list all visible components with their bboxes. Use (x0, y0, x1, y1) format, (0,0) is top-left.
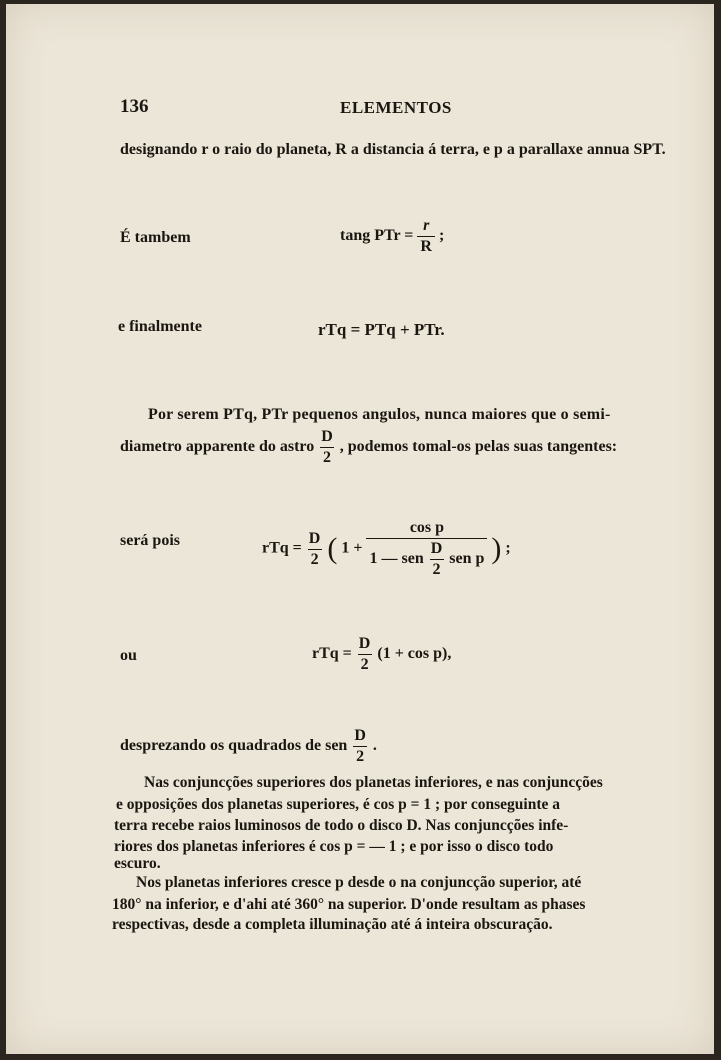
eq3-den-suffix: sen p (449, 550, 485, 568)
eq4-lhs: rTq = (312, 645, 356, 663)
eq5-tail: . (372, 737, 377, 755)
eq1-formula (340, 218, 444, 255)
eq3-outer-den: 2 (308, 549, 322, 568)
eq4-formula (312, 636, 451, 673)
eq3-lhs: rTq = (262, 539, 306, 557)
para3-line: Nos planetas inferiores cresce p desde o na conjuncção superior, até (136, 874, 582, 891)
eq3-paren-open: ( (327, 532, 338, 565)
book-page (6, 4, 714, 1054)
eq4-label: ou (120, 647, 137, 664)
eq1-lhs: tang PTr = (340, 227, 418, 245)
running-title: ELEMENTOS (340, 98, 452, 117)
para1-line2-c: , podemos tomal-os pelas suas tangentes: (339, 438, 618, 456)
eq4-num: D (358, 635, 371, 652)
para1-line1: Por serem PTq, PTr pequenos angulos, nunca maiores que o semi- (148, 406, 611, 423)
para2-line: riores dos planetas inferiores é cos p = — 1 ; e por isso o disco todo (114, 838, 554, 855)
eq3-den-frac-den: 2 (430, 559, 444, 578)
eq3-label: será pois (120, 532, 180, 549)
eq1-den: R (417, 236, 435, 255)
intro-text: designando r o raio do planeta, R a distancia á terra, e p a parallaxe annua SPT. (120, 141, 666, 158)
eq3-den-prefix: 1 — sen (369, 550, 424, 568)
para2-line: terra recebe raios luminosos de todo o disco D. Nas conjuncções infe- (114, 817, 569, 834)
eq3-tail: ; (505, 539, 511, 557)
para1-num: D (321, 428, 333, 445)
eq3-inner-den (366, 538, 487, 578)
eq1-label: É tambem (120, 229, 191, 246)
eq4-den: 2 (358, 654, 372, 673)
eq5-num: D (354, 727, 366, 744)
page-number: 136 (120, 96, 149, 117)
eq3-den-fraction (428, 541, 446, 578)
para1-fraction (318, 429, 336, 466)
eq4-rhs: (1 + cos p), (377, 645, 452, 663)
para1-line2 (120, 429, 617, 466)
eq3-paren-close: ) (491, 532, 502, 565)
eq5-line (120, 728, 377, 765)
para1-den: 2 (320, 447, 334, 466)
eq3-outer-num: D (308, 529, 321, 547)
eq1-num: r (423, 217, 430, 234)
eq3-outer-fraction (306, 531, 324, 568)
eq5-fraction (351, 728, 369, 765)
para3-line: respectivas, desde a completa illuminação até á inteira obscuração. (112, 916, 553, 933)
eq5-den: 2 (353, 746, 367, 765)
eq3-inner-fraction (366, 520, 487, 578)
para2-line: escuro. (114, 855, 161, 872)
eq1-tail: ; (438, 227, 445, 245)
eq3-den-frac-num: D (430, 540, 443, 557)
para2-line: e opposições dos planetas superiores, é cos p = 1 ; por conseguinte a (116, 796, 560, 813)
eq3-formula (262, 520, 511, 578)
eq2-label: e finalmente (118, 318, 202, 335)
eq3-inner-num: cos p (409, 519, 445, 536)
eq1-fraction (417, 218, 435, 255)
para1-line2-a: diametro apparente do astro (120, 438, 315, 456)
eq4-fraction (356, 636, 374, 673)
eq3-one-plus: 1 + (341, 539, 367, 557)
para2-line: Nas conjuncções superiores dos planetas inferiores, e nas conjuncções (144, 774, 603, 791)
eq5-text: desprezando os quadrados de sen (120, 737, 348, 755)
para3-line: 180° na inferior, e d'ahi até 360° na superior. D'onde resultam as phases (112, 896, 586, 913)
eq2-formula: rTq = PTq + PTr. (318, 320, 445, 339)
